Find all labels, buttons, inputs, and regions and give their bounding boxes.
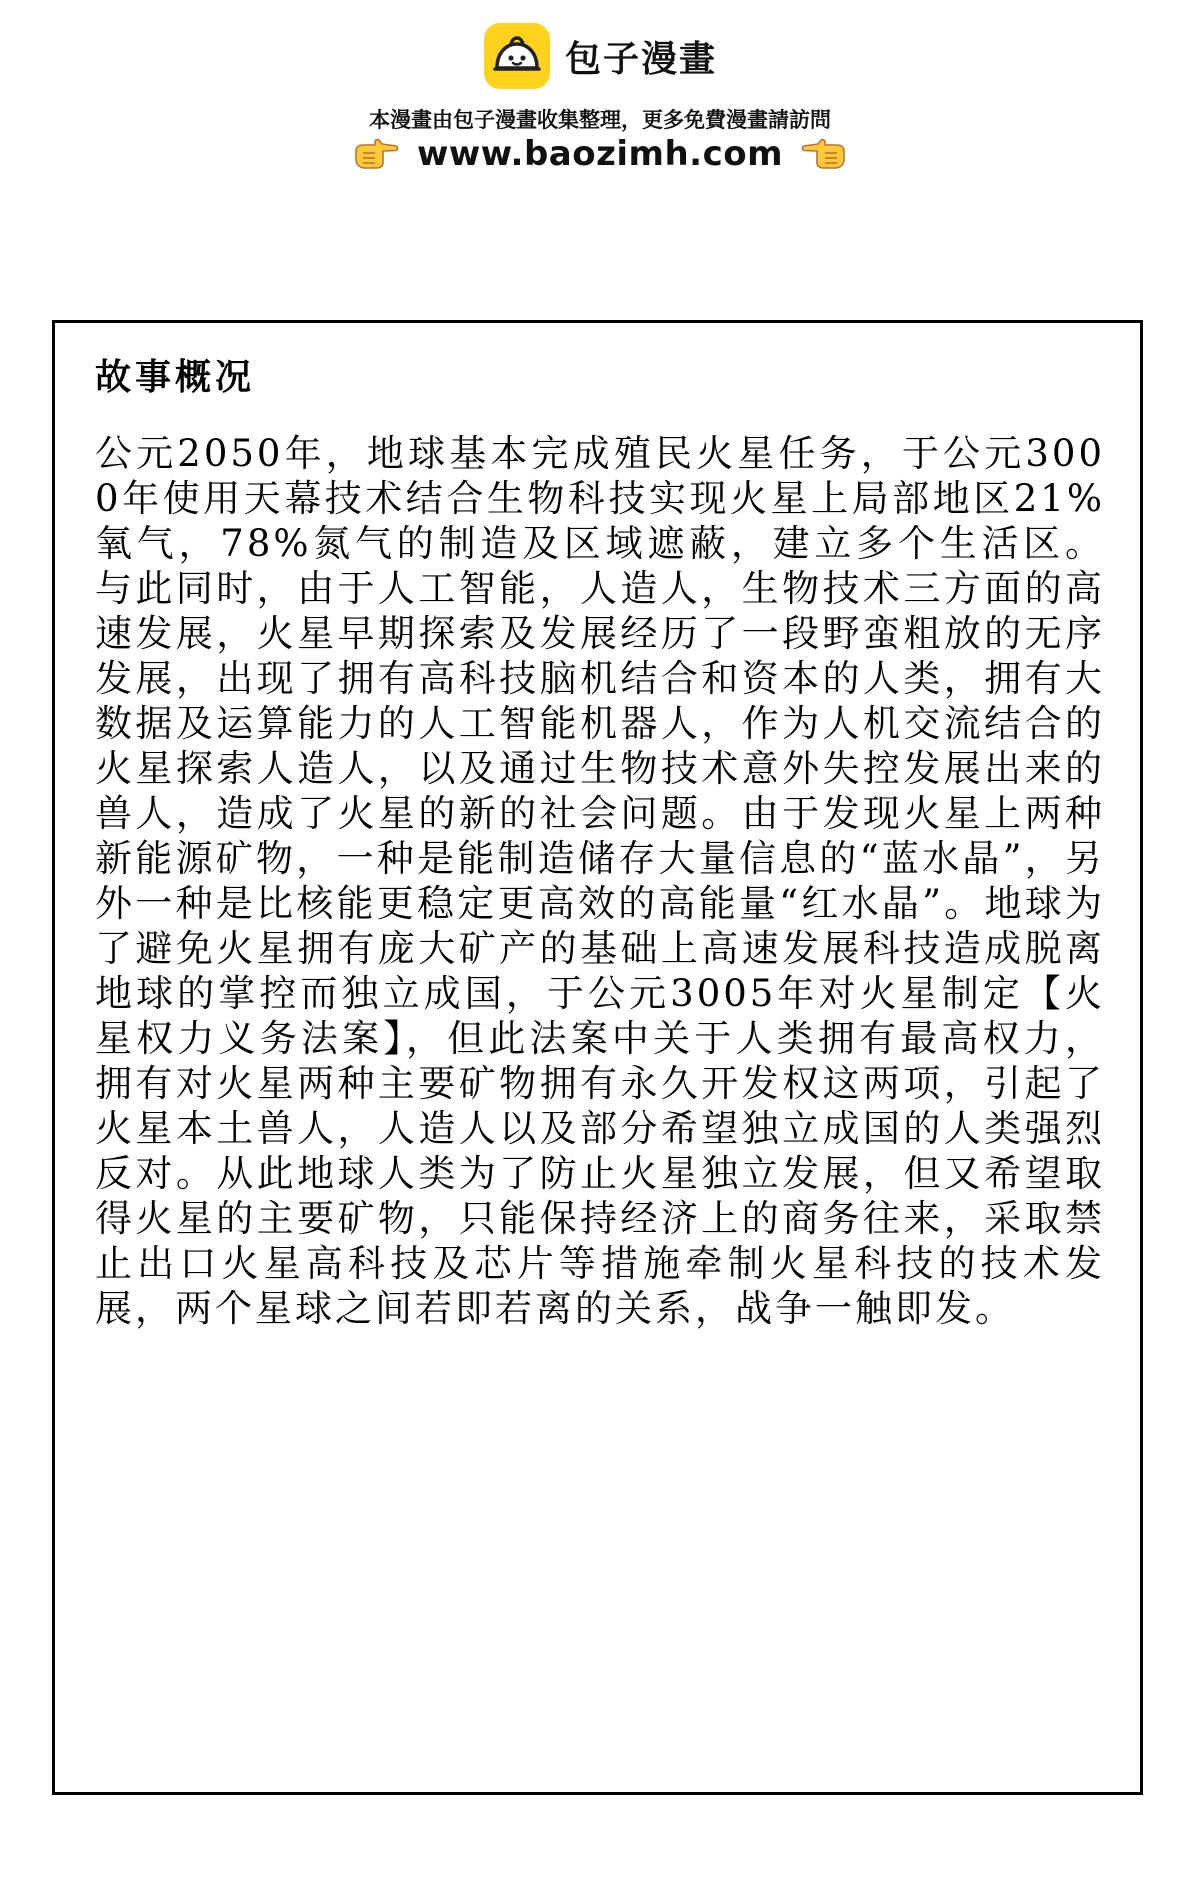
site-url-link[interactable]: www.baozimh.com bbox=[416, 134, 784, 174]
panel-title: 故事概况 bbox=[95, 356, 256, 398]
brand-name: 包子漫畫 bbox=[564, 38, 717, 80]
watermark-header bbox=[0, 0, 1200, 200]
story-panel bbox=[52, 320, 1143, 1795]
url-row bbox=[0, 134, 1200, 174]
watermark-notice: 本漫畫由包子漫畫收集整理，更多免費漫畫請訪問 bbox=[369, 108, 831, 132]
brand-row[interactable] bbox=[0, 22, 1200, 90]
pointing-hand-left-icon bbox=[801, 137, 847, 171]
pointing-hand-right-icon bbox=[353, 137, 399, 171]
story-summary-text: 公元2050年，地球基本完成殖民火星任务，于公元3000年使用天幕技术结合生物科技实现火星上局部地区21%氧气，78%氮气的制造及区域遮蔽，建立多个生活区。与此同时，由于人工智能，人造人，生物技术三方面的高速发展，火星早期探索及发展经历了一段野蛮粗放的无序发展，出现了拥有高科技脑机结合和资本的人类，拥有大数据及运算能力的人工智能机器人，作为人机交流结合的火星探索人造人，以及通过生物技术意外失控发展出来的兽人，造成了火星的新的社会问题。由于发现火星上两种新能源矿物，一种是能制造储存大量信息的“蓝水晶”，另外一种是比核能更稳定更高效的高能量“红水晶”。地球为了避免火星拥有庞大矿产的基础上高速发展科技造成脱离地球的掌控而独立成国，于公元3005年对火星制定【火星权力义务法案】，但此法案中关于人类拥有最高权力，拥有对火星两种主要矿物拥有永久开发权这两项，引起了火星本土兽人，人造人以及部分希望独立成国的人类强烈反对。从此地球人类为了防止火星独立发展，但又希望取得火星的主要矿物，只能保持经济上的商务往来，采取禁止出口火星高科技及芯片等措施牵制火星科技的技术发展，两个星球之间若即若离的关系，战争一触即发。 bbox=[95, 432, 1105, 1330]
bun-logo-icon bbox=[483, 22, 551, 90]
